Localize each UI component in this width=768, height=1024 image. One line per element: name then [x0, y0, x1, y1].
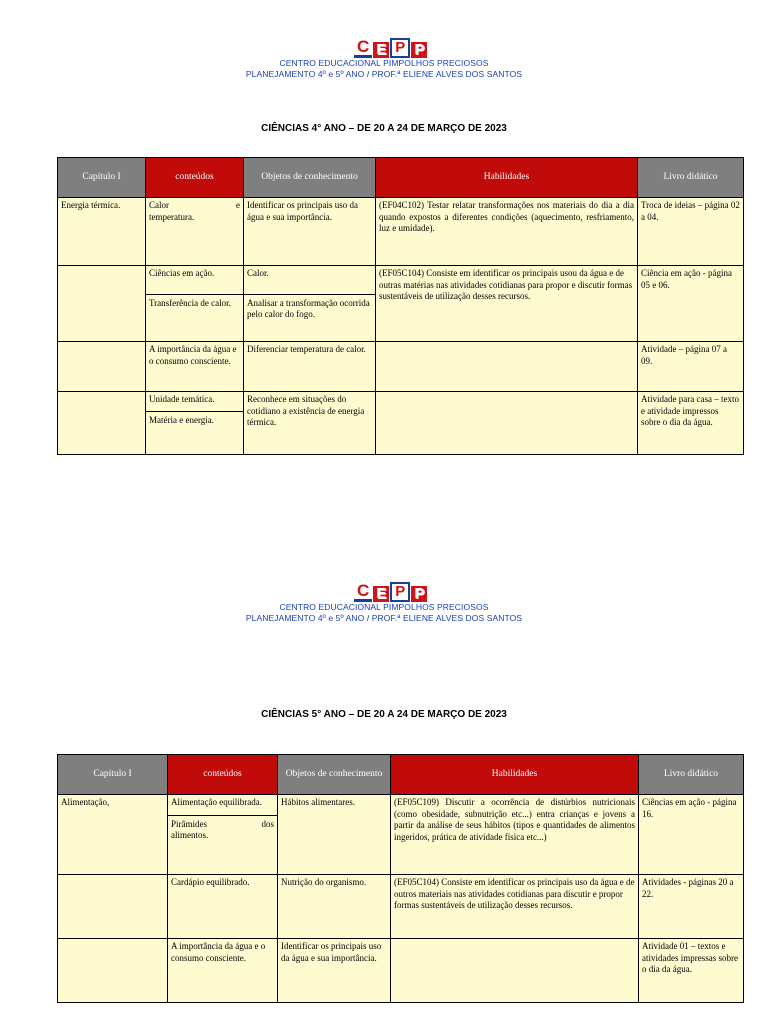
objects-cell: Identificar os principais uso da água e sua importância. — [278, 939, 391, 1003]
book-cell: Ciências em ação - página 16. — [639, 795, 744, 875]
planning-line: PLANEJAMENTO 4º e 5º ANO / PROF.ª ELIENE ALVES DOS SANTOS — [245, 69, 523, 79]
objects-cell — [244, 266, 376, 342]
cepp-logo — [354, 38, 444, 58]
logo-letter: C — [354, 583, 372, 602]
contents-cell: Cardápio equilibrado. — [168, 875, 278, 939]
chapter-cell: Energia térmica. — [58, 198, 146, 266]
contents-cell: A importância da água e o consumo consciente. — [168, 939, 278, 1003]
objects-cell: Nutrição do organismo. — [278, 875, 391, 939]
table-row — [58, 795, 744, 875]
header-skills: Habilidades — [376, 158, 638, 198]
header-contents: conteúdos — [168, 755, 278, 795]
objects-cell: Diferenciar temperatura de calor. — [244, 342, 376, 392]
contents-item: Matéria e energia. — [146, 411, 243, 427]
table-row — [58, 939, 744, 1003]
logo-letter: E — [373, 586, 389, 602]
skills-cell — [376, 392, 638, 455]
section-title: CIÊNCIAS 4° ANO – DE 20 A 24 DE MARÇO DE 2023 — [261, 123, 507, 134]
book-cell: Atividade para casa – texto e atividade impressos sobre o dia da água. — [638, 392, 744, 455]
skills-cell: (EF04C102) Testar relatar transformações nos materiais do dia a dia quando expostos a diferentes condições (aquecimento, resfriamento, luz e umidade). — [376, 198, 638, 266]
chapter-cell — [58, 266, 146, 342]
logo-letter: E — [373, 42, 389, 58]
objects-item: Calor. — [247, 268, 269, 278]
table-row — [58, 342, 744, 392]
table-row — [58, 392, 744, 455]
logo-letter: P — [390, 38, 410, 58]
contents-cell: Calor e temperatura. — [146, 198, 244, 266]
table-header-row — [58, 755, 744, 795]
logo-letter: C — [354, 39, 372, 58]
objects-cell: Identificar os principais uso da água e sua importância. — [244, 198, 376, 266]
skills-cell: (EF05C109) Discutir a ocorrência de distúrbios nutricionais (como obesidade, subnutrição etc...) entra crianças e jovens a partir da análise de seus hábitos (tipos e quantidades de alimentos ingeridos, prática de atividade física etc...) — [391, 795, 639, 875]
contents-item: Ciências em ação. — [149, 268, 215, 278]
book-cell: Atividade – página 07 a 09. — [638, 342, 744, 392]
chapter-cell — [58, 392, 146, 455]
objects-cell: Reconhece em situações do cotidiano a existência de energia térmica. — [244, 392, 376, 455]
contents-cell — [146, 266, 244, 342]
header-chapter: Capítulo I — [58, 158, 146, 198]
skills-cell: (EF05C104) Consiste em identificar os principais uso da água e de outros materiais nas atividades cotidianas para discutir e propor formas sustentáveis de utilização desses recursos. — [391, 875, 639, 939]
table-header-row — [58, 158, 744, 198]
contents-cell — [168, 795, 278, 875]
header-contents: conteúdos — [146, 158, 244, 198]
skills-cell — [391, 939, 639, 1003]
table-row — [58, 198, 744, 266]
contents-cell — [146, 392, 244, 455]
lesson-plan-table — [57, 157, 744, 455]
planning-line: PLANEJAMENTO 4º e 5º ANO / PROF.ª ELIENE ALVES DOS SANTOS — [245, 613, 523, 623]
table-row — [58, 266, 744, 342]
objects-item: Analisar a transformação ocorrida pelo calor do fogo. — [244, 294, 375, 321]
book-cell: Ciência em ação - página 05 e 06. — [638, 266, 744, 342]
contents-item: Unidade temática. — [149, 394, 215, 404]
skills-cell — [376, 342, 638, 392]
header-book: Livro didático — [638, 158, 744, 198]
school-name: CENTRO EDUCACIONAL PIMPOLHOS PRECIOSOS — [279, 602, 489, 612]
cepp-logo — [354, 582, 444, 602]
contents-cell: A importância da água e o consumo consciente. — [146, 342, 244, 392]
skills-cell: (EF05C104) Consiste em identificar os principais usou da água e de outras matérias nas atividades cotidianas para propor e discutir formas sustentáveis de utilização desses recursos. — [376, 266, 638, 342]
contents-item: Pirâmides dos alimentos. — [168, 815, 277, 842]
contents-item: Transferência de calor. — [146, 294, 243, 310]
book-cell: Atividades - páginas 20 a 22. — [639, 875, 744, 939]
contents-item: Alimentação equilibrada. — [171, 797, 262, 807]
header-skills: Habilidades — [391, 755, 639, 795]
book-cell: Troca de ideias – página 02 a 04. — [638, 198, 744, 266]
chapter-cell — [58, 939, 168, 1003]
header-book: Livro didático — [639, 755, 744, 795]
logo-letter: P — [411, 586, 427, 602]
header-objects: Objetos de conhecimento — [278, 755, 391, 795]
table-row — [58, 875, 744, 939]
logo-letter: P — [411, 42, 427, 58]
book-cell: Atividade 01 – textos e atividades impressas sobre o dia da água. — [639, 939, 744, 1003]
objects-cell: Hábitos alimentares. — [278, 795, 391, 875]
lesson-plan-table — [57, 754, 744, 1003]
header-chapter: Capítulo I — [58, 755, 168, 795]
chapter-cell — [58, 875, 168, 939]
school-name: CENTRO EDUCACIONAL PIMPOLHOS PRECIOSOS — [279, 58, 489, 68]
header-objects: Objetos de conhecimento — [244, 158, 376, 198]
logo-letter: P — [390, 582, 410, 602]
section-title: CIÊNCIAS 5° ANO – DE 20 A 24 DE MARÇO DE 2023 — [261, 709, 507, 720]
chapter-cell: Alimentação, — [58, 795, 168, 875]
chapter-cell — [58, 342, 146, 392]
